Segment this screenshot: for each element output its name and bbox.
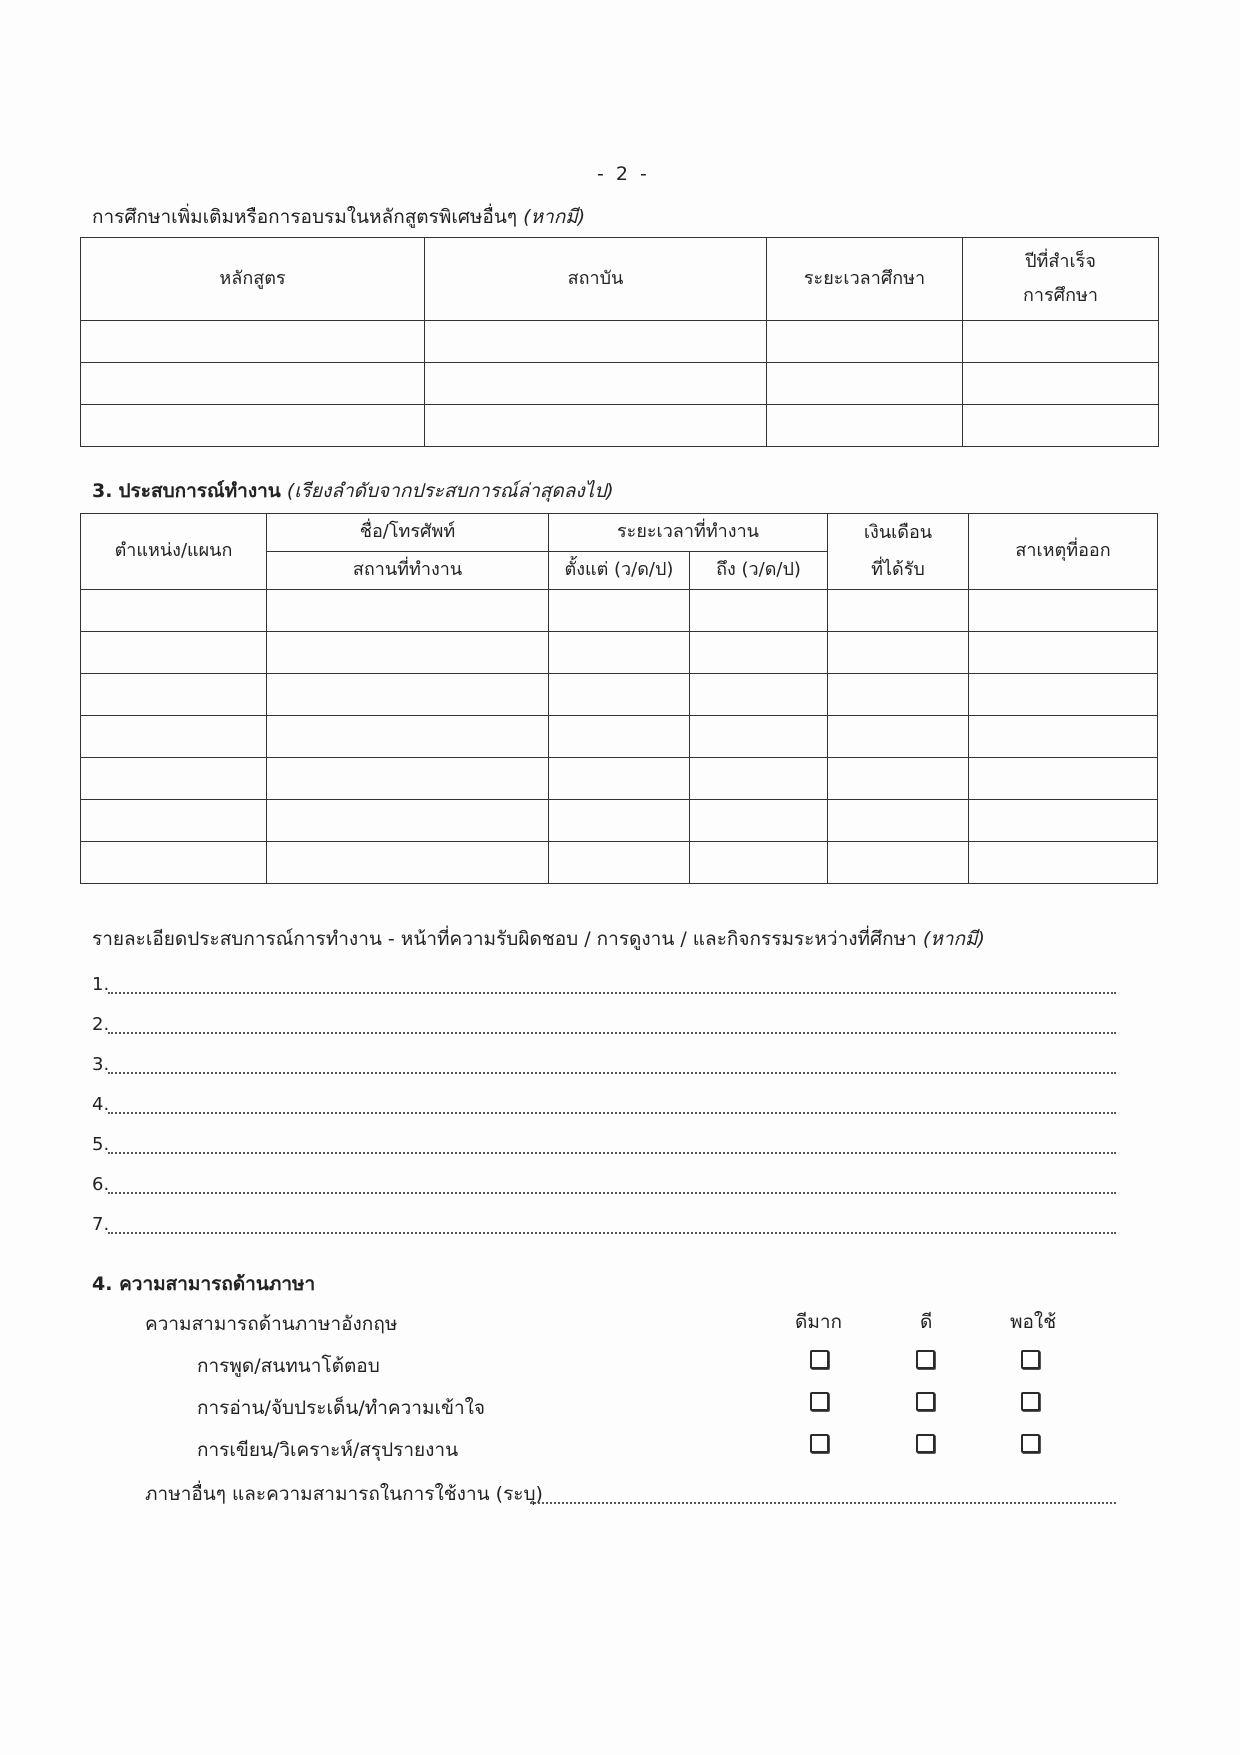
table-cell[interactable]	[690, 590, 828, 632]
page-number: - 2 -	[597, 163, 650, 185]
table-cell[interactable]	[549, 716, 690, 758]
reading-excellent-checkbox[interactable]	[810, 1392, 829, 1411]
speaking-excellent-checkbox[interactable]	[810, 1350, 829, 1369]
table-cell[interactable]	[690, 716, 828, 758]
detail-line-1[interactable]	[108, 992, 1116, 994]
table-row	[81, 800, 1158, 842]
work-col-salary-line1: เงินเดือน	[828, 514, 969, 552]
table-cell[interactable]	[969, 674, 1158, 716]
work-table	[80, 513, 1158, 884]
table-cell[interactable]	[81, 405, 425, 447]
level-fair: พอใช้	[1010, 1311, 1057, 1333]
detail-line-2[interactable]	[108, 1032, 1116, 1034]
table-row	[81, 758, 1158, 800]
table-cell[interactable]	[549, 674, 690, 716]
table-cell[interactable]	[549, 842, 690, 884]
work-col-position: ตำแหน่ง/แผนก	[81, 514, 267, 590]
table-cell[interactable]	[549, 632, 690, 674]
work-heading-text: ประสบการณ์ทำงาน	[118, 480, 281, 502]
table-cell[interactable]	[969, 758, 1158, 800]
table-row	[81, 632, 1158, 674]
table-cell[interactable]	[549, 758, 690, 800]
detail-line-5[interactable]	[108, 1152, 1116, 1154]
table-cell[interactable]	[267, 842, 549, 884]
skill-writing-label: การเขียน/วิเคราะห์/สรุปรายงาน	[197, 1439, 459, 1461]
work-col-to: ถึง (ว/ด/ป)	[690, 552, 828, 590]
table-row	[81, 842, 1158, 884]
table-row	[81, 674, 1158, 716]
table-cell[interactable]	[767, 405, 963, 447]
other-languages-label: ภาษาอื่นๆ และความสามารถในการใช้งาน (ระบุ)	[145, 1483, 543, 1505]
work-col-name-line2: สถานที่ทำงาน	[267, 552, 549, 590]
table-cell[interactable]	[81, 632, 267, 674]
detail-line-3[interactable]	[108, 1072, 1116, 1074]
details-heading	[92, 928, 985, 951]
table-cell[interactable]	[81, 842, 267, 884]
language-heading-text: ความสามารถด้านภาษา	[119, 1273, 316, 1295]
table-cell[interactable]	[425, 321, 767, 363]
work-col-name-line1: ชื่อ/โทรศัพท์	[267, 514, 549, 552]
table-cell[interactable]	[81, 363, 425, 405]
table-cell[interactable]	[81, 800, 267, 842]
skill-reading-label: การอ่าน/จับประเด็น/ทำความเข้าใจ	[197, 1397, 486, 1419]
detail-line-7[interactable]	[108, 1232, 1116, 1234]
table-cell[interactable]	[969, 590, 1158, 632]
table-cell[interactable]	[969, 842, 1158, 884]
table-cell[interactable]	[963, 363, 1159, 405]
detail-line-number: 2.	[92, 1014, 110, 1035]
details-heading-text: รายละเอียดประสบการณ์การทำงาน - หน้าที่ความรับผิดชอบ / การดูงาน / และกิจกรรมระหว่างที่ศึกษา	[92, 928, 917, 950]
training-col-institute: สถาบัน	[425, 238, 767, 321]
table-row	[81, 321, 1159, 363]
table-cell[interactable]	[828, 716, 969, 758]
reading-good-checkbox[interactable]	[916, 1392, 935, 1411]
training-header-row	[81, 238, 1159, 321]
table-cell[interactable]	[267, 590, 549, 632]
reading-fair-checkbox[interactable]	[1021, 1392, 1040, 1411]
work-col-reason: สาเหตุที่ออก	[969, 514, 1158, 590]
training-col-year-line2: การศึกษา	[1023, 285, 1098, 306]
training-col-year-line1: ปีที่สำเร็จ	[1025, 250, 1096, 272]
training-col-year	[963, 238, 1159, 321]
work-header-row-1	[81, 514, 1158, 552]
table-cell[interactable]	[425, 363, 767, 405]
table-cell[interactable]	[969, 716, 1158, 758]
table-cell[interactable]	[828, 800, 969, 842]
speaking-good-checkbox[interactable]	[916, 1350, 935, 1369]
table-cell[interactable]	[267, 632, 549, 674]
writing-good-checkbox[interactable]	[916, 1434, 935, 1453]
table-cell[interactable]	[828, 842, 969, 884]
table-row	[81, 363, 1159, 405]
speaking-fair-checkbox[interactable]	[1021, 1350, 1040, 1369]
table-cell[interactable]	[81, 321, 425, 363]
detail-line-number: 5.	[92, 1134, 110, 1155]
table-cell[interactable]	[828, 758, 969, 800]
table-cell[interactable]	[81, 674, 267, 716]
table-cell[interactable]	[267, 716, 549, 758]
table-cell[interactable]	[267, 758, 549, 800]
work-col-salary-line2: ที่ได้รับ	[828, 552, 969, 590]
detail-line-number: 1.	[92, 974, 110, 995]
level-good: ดี	[920, 1311, 933, 1333]
table-cell[interactable]	[81, 758, 267, 800]
table-cell[interactable]	[828, 590, 969, 632]
details-heading-note: (หากมี)	[922, 928, 985, 950]
detail-line-6[interactable]	[108, 1192, 1116, 1194]
table-cell[interactable]	[81, 590, 267, 632]
table-cell[interactable]	[963, 405, 1159, 447]
language-heading	[92, 1273, 315, 1296]
table-cell[interactable]	[690, 800, 828, 842]
table-cell[interactable]	[767, 321, 963, 363]
work-heading-number: 3.	[92, 480, 113, 502]
detail-line-4[interactable]	[108, 1112, 1116, 1114]
training-table	[80, 237, 1159, 447]
language-heading-number: 4.	[92, 1273, 113, 1295]
table-cell[interactable]	[690, 674, 828, 716]
work-heading	[92, 480, 614, 503]
table-cell[interactable]	[81, 716, 267, 758]
table-cell[interactable]	[969, 632, 1158, 674]
detail-line-number: 7.	[92, 1214, 110, 1235]
training-heading-note: (หากมี)	[523, 206, 586, 228]
skill-speaking-label: การพูด/สนทนาโต้ตอบ	[197, 1355, 380, 1377]
table-row	[81, 405, 1159, 447]
table-row	[81, 590, 1158, 632]
level-excellent: ดีมาก	[795, 1311, 843, 1333]
table-cell[interactable]	[828, 674, 969, 716]
table-cell[interactable]	[690, 758, 828, 800]
training-col-course: หลักสูตร	[81, 238, 425, 321]
work-col-period: ระยะเวลาที่ทำงาน	[549, 514, 828, 552]
table-cell[interactable]	[690, 842, 828, 884]
table-cell[interactable]	[549, 590, 690, 632]
work-heading-note: (เรียงลำดับจากประสบการณ์ล่าสุดลงไป)	[286, 480, 614, 502]
table-cell[interactable]	[963, 321, 1159, 363]
training-heading-text: การศึกษาเพิ่มเติมหรือการอบรมในหลักสูตรพิเศษอื่นๆ	[92, 206, 518, 228]
table-cell[interactable]	[425, 405, 767, 447]
table-row	[81, 716, 1158, 758]
training-col-duration: ระยะเวลาศึกษา	[767, 238, 963, 321]
table-cell[interactable]	[549, 800, 690, 842]
english-ability-label: ความสามารถด้านภาษาอังกฤษ	[145, 1313, 398, 1335]
work-col-from: ตั้งแต่ (ว/ด/ป)	[549, 552, 690, 590]
table-cell[interactable]	[267, 674, 549, 716]
other-languages-line[interactable]	[530, 1502, 1116, 1504]
detail-line-number: 4.	[92, 1094, 110, 1115]
training-heading	[92, 206, 585, 229]
table-cell[interactable]	[267, 800, 549, 842]
table-cell[interactable]	[828, 632, 969, 674]
writing-fair-checkbox[interactable]	[1021, 1434, 1040, 1453]
detail-line-number: 6.	[92, 1174, 110, 1195]
table-cell[interactable]	[690, 632, 828, 674]
table-cell[interactable]	[767, 363, 963, 405]
writing-excellent-checkbox[interactable]	[810, 1434, 829, 1453]
detail-line-number: 3.	[92, 1054, 110, 1075]
table-cell[interactable]	[969, 800, 1158, 842]
